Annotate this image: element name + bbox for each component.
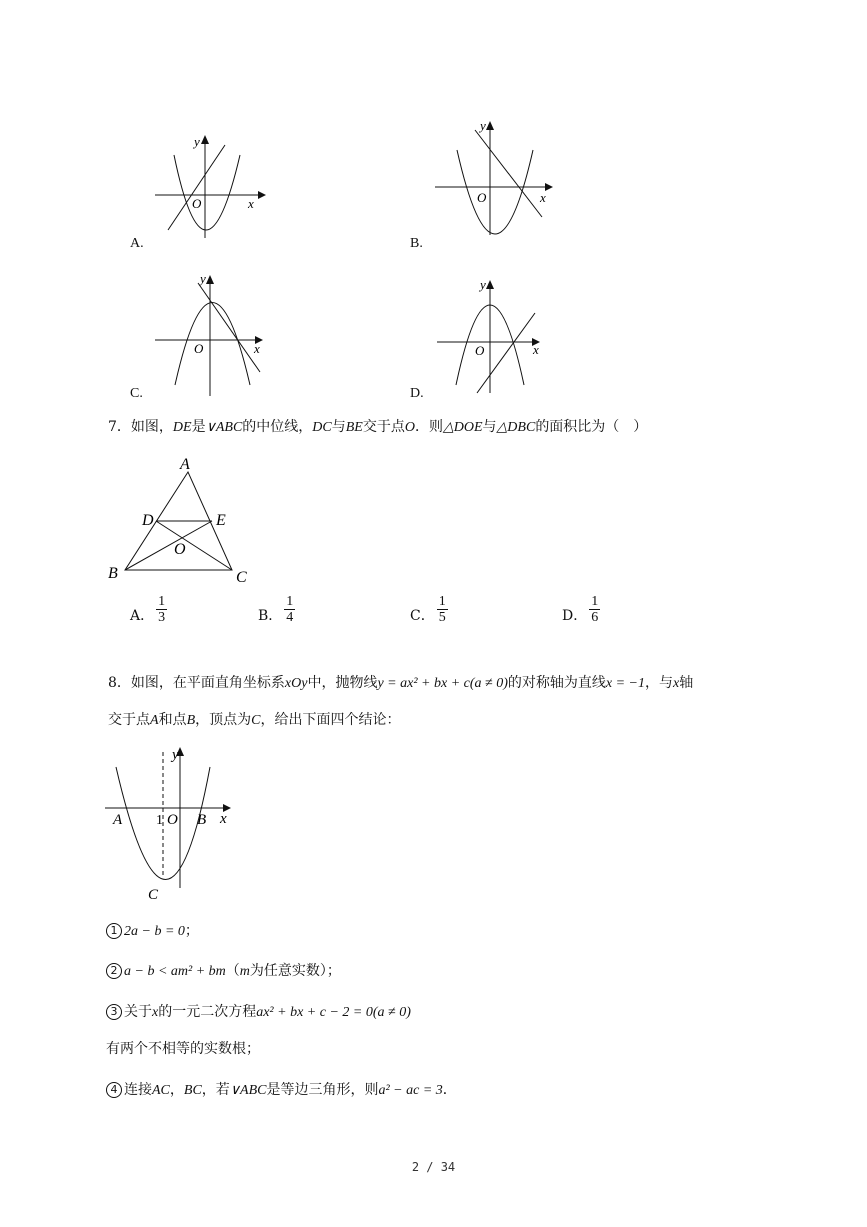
vertex-b-label: B (108, 565, 118, 582)
vertex-d-label: D (142, 512, 154, 529)
q8-x-label: x (220, 811, 227, 827)
question-7-stem: 7．如图，DE是∨ABC的中位线，DC与BE交于点O．则△DOE与△DBC的面积比为（ ） (108, 419, 648, 435)
point-o-label: O (174, 541, 186, 558)
q8-point-a-label: A (113, 812, 123, 828)
question-8-stem-line1: 8．如图，在平面直角坐标系xOy中，抛物线y = ax² + bx + c(a ≠ 0)的对称轴为直线x = −1，与x轴 (108, 675, 694, 691)
figure-option-c (150, 270, 275, 400)
fig-c-y-label: y (200, 271, 206, 286)
q7-option-c[interactable]: C． $\frac{1}{5}$ (410, 593, 446, 625)
vertex-e-label: E (216, 512, 226, 529)
figure-parabola-q8 (100, 742, 240, 907)
fig-a-y-label: y (194, 134, 200, 149)
q8-origin-label: O (167, 812, 178, 828)
conclusion-2: 2 a − b < am² + bm（m为任意实数）； (106, 961, 341, 982)
q8-point-c-label: C (148, 887, 159, 903)
fig-b-origin-label: O (477, 190, 487, 205)
fig-b-x-label: x (540, 190, 546, 205)
fig-a-x-label: x (248, 196, 254, 211)
fig-d-y-label: y (480, 277, 486, 292)
option-a-label: A. (130, 236, 144, 251)
conclusion-3: 3 关于x的一元二次方程ax² + bx + c − 2 = 0(a ≠ 0) (106, 1002, 411, 1023)
conclusion-4: 4 连接AC，BC，若∨ABC是等边三角形，则a² − ac = 3． (106, 1080, 457, 1101)
conclusion-1: 1 2a − b = 0； (106, 921, 199, 942)
fig-b-y-label: y (480, 118, 486, 133)
option-d-label: D. (410, 386, 424, 401)
q8-y-label: y (172, 747, 179, 763)
page-number: 2 / 34 (411, 1160, 456, 1174)
conclusion-3-line2: 有两个不相等的实数根； (106, 1041, 260, 1057)
vertex-a-label: A (180, 456, 190, 473)
question-8-stem-line2: 交于点A和点B，顶点为C，给出下面四个结论： (108, 712, 401, 728)
q7-option-d[interactable]: D． $\frac{1}{6}$ (562, 593, 599, 625)
fig-d-x-label: x (533, 342, 539, 357)
option-b-label: B. (410, 236, 423, 251)
fig-c-origin-label: O (194, 341, 204, 356)
q7-option-a[interactable]: A． $\frac{1}{3}$ (130, 593, 166, 625)
option-c-label: C. (130, 386, 143, 401)
q8-one-label: 1 (156, 813, 163, 828)
figure-triangle-abc (100, 452, 270, 592)
fig-c-x-label: x (254, 341, 260, 356)
q8-point-b-label: B (197, 812, 207, 828)
q7-option-b[interactable]: B． $\frac{1}{4}$ (258, 593, 294, 625)
fig-d-origin-label: O (475, 343, 485, 358)
figure-option-d (432, 275, 552, 400)
figure-option-b (430, 115, 560, 240)
vertex-c-label: C (236, 569, 247, 586)
fig-a-origin-label: O (192, 196, 202, 211)
figure-option-a (150, 130, 270, 240)
